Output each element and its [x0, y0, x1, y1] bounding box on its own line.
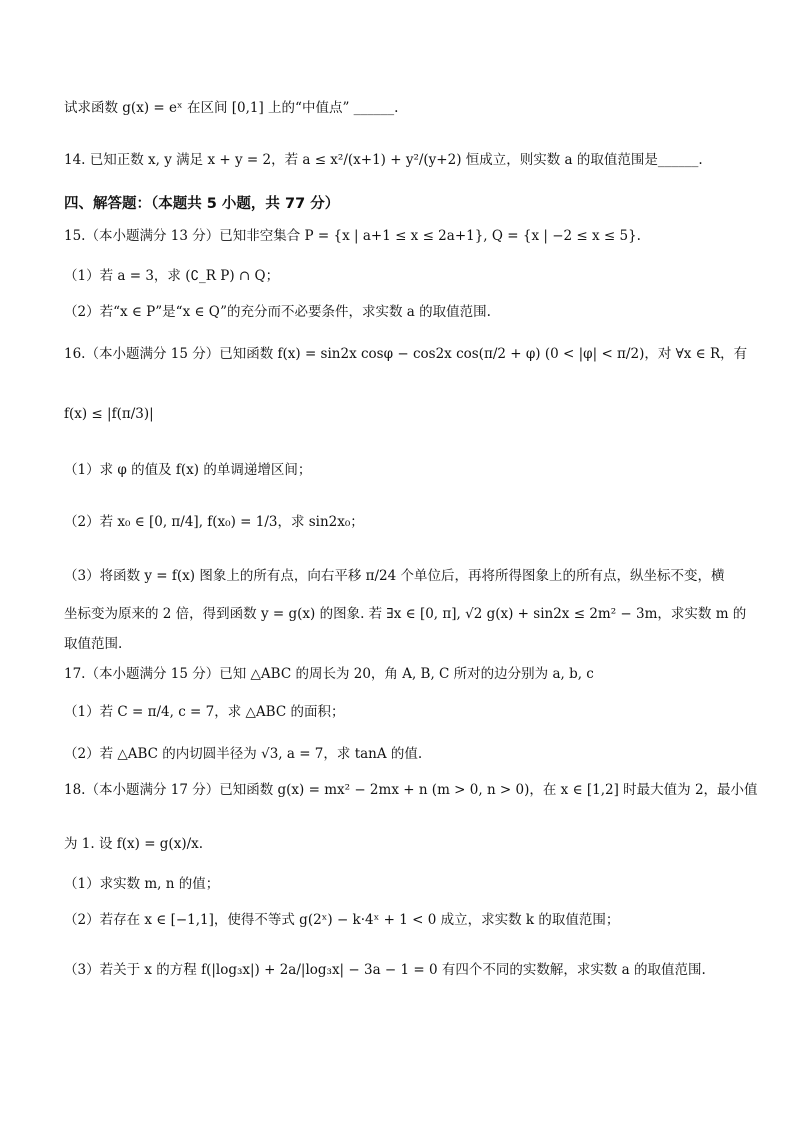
- problem-18-part-2: （2）若存在 x ∈ [−1,1]，使得不等式 g(2ˣ) − k·4ˣ + 1 < 0 成立，求实数 k 的取值范围；: [64, 912, 620, 928]
- problem-15-part-2: （2）若“x ∈ P”是“x ∈ Q”的充分而不必要条件，求实数 a 的取值范围.: [64, 304, 491, 320]
- problem-17: 17.（本小题满分 15 分）已知 △ABC 的周长为 20，角 A, B, C 所对的边分别为 a, b, c: [64, 666, 594, 682]
- problem-18-part-1: （1）求实数 m, n 的值；: [64, 876, 220, 892]
- problem-14: 14. 已知正数 x, y 满足 x + y = 2，若 a ≤ x²/(x+1) + y²/(y+2) 恒成立，则实数 a 的取值范围是______.: [64, 152, 703, 168]
- problem-18-def: 为 1. 设 f(x) = g(x)/x.: [64, 836, 204, 852]
- problem-18: 18.（本小题满分 17 分）已知函数 g(x) = mx² − 2mx + n (m > 0, n > 0)，在 x ∈ [1,2] 时最大值为 2，最小值: [64, 782, 758, 798]
- problem-15-part-1: （1）若 a = 3，求 (∁_R P) ∩ Q；: [64, 268, 280, 284]
- problem-15: 15.（本小题满分 13 分）已知非空集合 P = {x | a+1 ≤ x ≤ 2a+1}, Q = {x | −2 ≤ x ≤ 5}.: [64, 228, 641, 244]
- problem-16-part-3-cont: 坐标变为原来的 2 倍，得到函数 y = g(x) 的图象. 若 ∃x ∈ [0, π], √2 g(x) + sin2x ≤ 2m² − 3m，求实数 m 的: [64, 606, 747, 622]
- problem-17-part-2: （2）若 △ABC 的内切圆半径为 √3, a = 7，求 tanA 的值.: [64, 746, 423, 762]
- problem-16: 16.（本小题满分 15 分）已知函数 f(x) = sin2x cosφ − cos2x cos(π/2 + φ) (0 < |φ| < π/2)，对 ∀x ∈ R，有: [64, 346, 748, 362]
- text-line-1: 试求函数 g(x) = eˣ 在区间 [0,1] 上的“中值点” ______.: [64, 100, 399, 116]
- problem-16-part-1: （1）求 φ 的值及 f(x) 的单调递增区间；: [64, 462, 312, 478]
- section-heading: 四、解答题：（本题共 5 小题，共 77 分）: [64, 196, 340, 212]
- problem-16-condition: f(x) ≤ |f(π/3)|: [64, 406, 154, 422]
- problem-16-part-3-end: 取值范围.: [64, 636, 123, 652]
- problem-17-part-1: （1）若 C = π/4, c = 7，求 △ABC 的面积；: [64, 704, 345, 720]
- problem-16-part-3: （3）将函数 y = f(x) 图象上的所有点，向右平移 π/24 个单位后，再将所得图象上的所有点，纵坐标不变，横: [64, 568, 725, 584]
- problem-18-part-3: （3）若关于 x 的方程 f(|log₃x|) + 2a/|log₃x| − 3a − 1 = 0 有四个不同的实数解，求实数 a 的取值范围.: [64, 962, 706, 978]
- problem-16-part-2: （2）若 x₀ ∈ [0, π/4], f(x₀) = 1/3，求 sin2x₀；: [64, 514, 364, 530]
